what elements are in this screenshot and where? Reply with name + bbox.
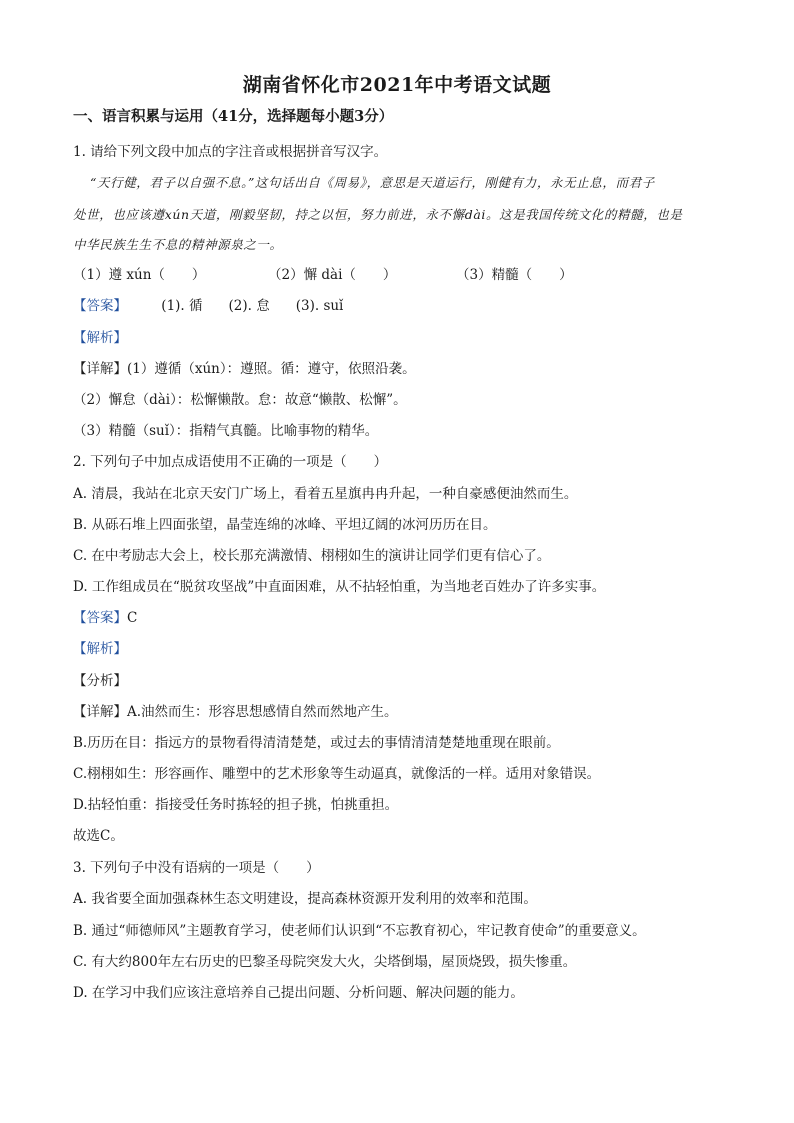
section-heading: 一、语言积累与运用（41分，选择题每小题3分） — [73, 108, 394, 125]
answer-value: C — [127, 610, 138, 626]
option-b: B. 从砾石堆上四面张望，晶莹连绵的冰峰、平坦辽阔的冰河历历在目。 — [73, 517, 497, 533]
question-2-stem: 2. 下列句子中加点成语使用不正确的一项是（ ） — [73, 454, 388, 470]
passage-line-3: 中华民族生生不息的精神源泉之一。 — [73, 237, 283, 252]
answer-item-3: (3). suǐ — [295, 298, 344, 314]
page-title: 湖南省怀化市2021年中考语文试题 — [242, 74, 552, 96]
option-b: B. 通过“师德师风”主题教育学习，使老师们认识到“不忘教育初心，牢记教育使命”的重要意义。 — [73, 923, 646, 939]
answer-label: 【答案】 — [73, 610, 127, 626]
answer-label: 【答案】 — [73, 298, 127, 314]
option-c: C. 在中考励志大会上，校长那充满激情、栩栩如生的演讲让同学们更有信心了。 — [73, 548, 551, 564]
subitem-1: （1）遵 xún（ ） — [73, 267, 206, 283]
question-1-subitems — [73, 266, 573, 284]
passage-line-1: “天行健，君子以自强不息。”这句话出自《周易》，意思是天道运行，刚健有力，永无止息，而君子 — [90, 175, 655, 190]
detail-line: D.拈轻怕重：指接受任务时拣轻的担子挑，怕挑重担。 — [73, 797, 399, 813]
analysis-label: 【解析】 — [73, 330, 127, 346]
subitem-2: （2）懈 dài（ ） — [268, 267, 397, 283]
detail-line: B.历历在目：指远方的景物看得清清楚楚，或过去的事情清清楚楚地重现在眼前。 — [73, 735, 560, 751]
option-a: A. 我省要全面加强森林生态文明建设，提高森林资源开发利用的效率和范围。 — [73, 891, 537, 907]
fenxi-label: 【分析】 — [73, 673, 127, 689]
answer-item-2: (2). 怠 — [228, 298, 270, 314]
question-2-answer — [73, 609, 137, 627]
question-1-stem: 1. 请给下列文段中加点的字注音或根据拼音写汉字。 — [73, 144, 388, 160]
subitem-3: （3）精髓（ ） — [456, 267, 573, 283]
detail-line: C.栩栩如生：形容画作、雕塑中的艺术形象等生动逼真，就像活的一样。适用对象错误。 — [73, 766, 601, 782]
question-3-stem: 3. 下列句子中没有语病的一项是（ ） — [73, 860, 320, 876]
detail-line: 【详解】(1）遵循（xún）：遵照。循：遵守，依照沿袭。 — [73, 361, 416, 377]
passage-line-2: 处世，也应该遵xún天道，刚毅坚韧，持之以恒，努力前进，永不懈dài。这是我国传统文化的精髓，也是 — [73, 207, 683, 222]
question-1-answer — [73, 297, 369, 315]
detail-line: （2）懈怠（dài）：松懈懒散。怠：故意“懒散、松懈”。 — [73, 392, 407, 408]
analysis-label: 【解析】 — [73, 641, 127, 657]
option-d: D. 工作组成员在“脱贫攻坚战”中直面困难，从不拈轻怕重，为当地老百姓办了许多实事。 — [73, 579, 606, 595]
option-c: C. 有大约800年左右历史的巴黎圣母院突发大火，尖塔倒塌，屋顶烧毁，损失惨重。 — [73, 954, 577, 970]
detail-line: 【详解】A.油然而生：形容思想感情自然而然地产生。 — [73, 704, 398, 720]
answer-item-1: (1). 循 — [161, 298, 203, 314]
option-d: D. 在学习中我们应该注意培养自己提出问题、分析问题、解决问题的能力。 — [73, 985, 524, 1001]
option-a: A. 清晨，我站在北京天安门广场上，看着五星旗冉冉升起，一种自豪感便油然而生。 — [73, 486, 578, 502]
detail-line: （3）精髓（suǐ）：指精气真髓。比喻事物的精华。 — [73, 423, 379, 439]
conclusion-line: 故选C。 — [73, 828, 124, 844]
